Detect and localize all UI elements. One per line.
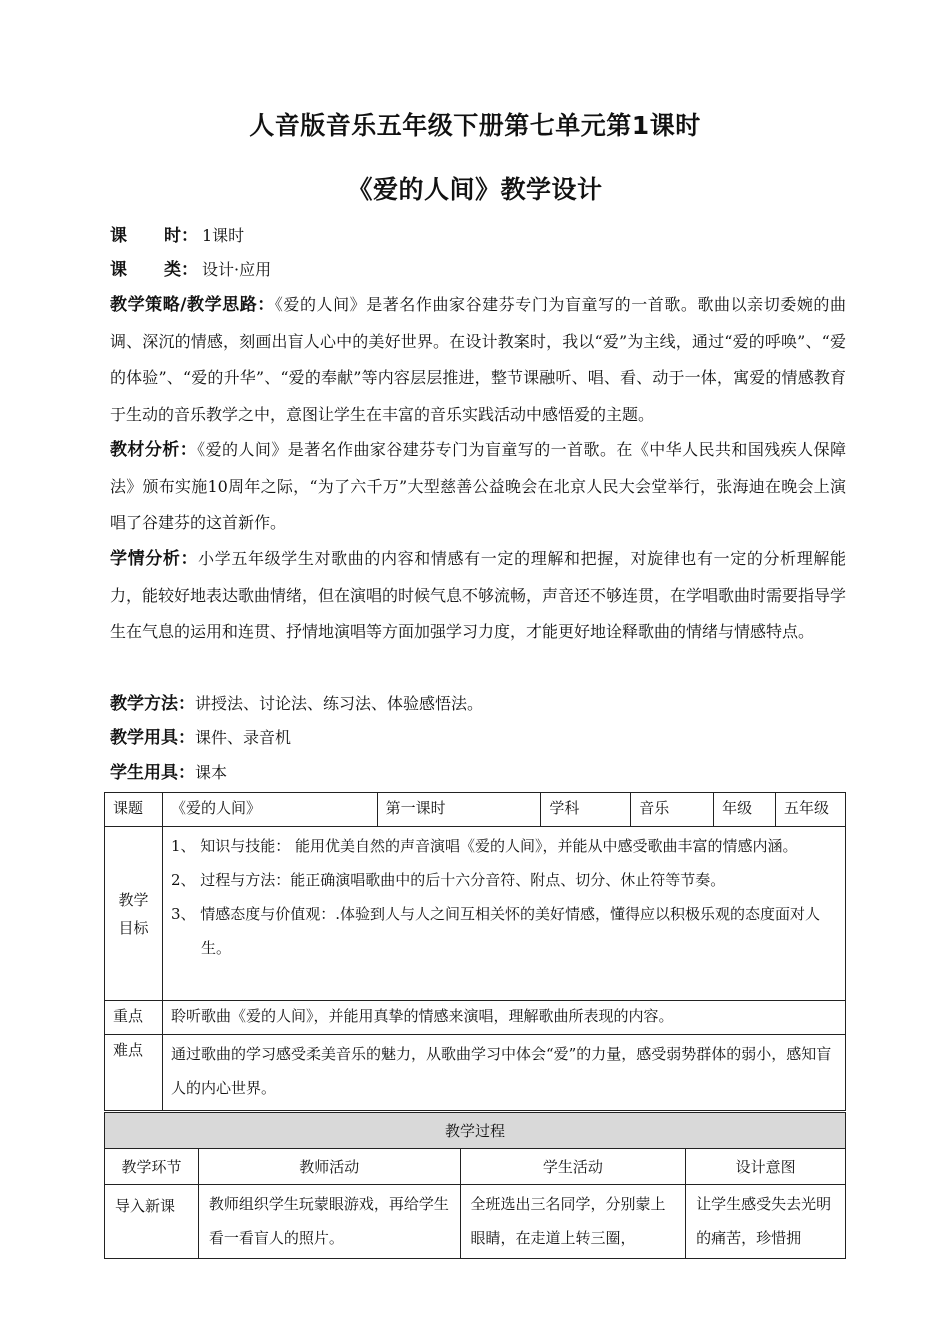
method-text: 讲授法、讨论法、练习法、体验感悟法。 [195,694,484,713]
type-value: 设计·应用 [202,260,272,279]
field-strategy [110,287,846,433]
column-header: 设计意图 [686,1149,846,1185]
column-header: 教师活动 [198,1149,460,1185]
goals-label-cell: 教学目标 [105,827,163,1001]
strategy-text: 《爱的人间》是著名作曲家谷建芬专门为盲童写的一首歌。歌曲以亲切委婉的曲调、深沉的情感，刻画出盲人心中的美好世界。在设计教案时，我以“爱”为主线，通过“爱的呼唤”、“爱的体验”、“爱的升华”、“爱的奉献”等内容层层推进，整节课融听、唱、看、动于一体，寓爱的情感教育于生动的音乐教学之中，意图让学生在丰富的音乐实践活动中感悟爱的主题。 [110,295,846,424]
stage-cell: 导入新课 [105,1185,199,1259]
field-period [110,218,846,255]
field-tools [110,720,846,757]
period-value: 1课时 [202,226,245,245]
field-material [110,432,846,542]
grade-label-cell: 年级 [714,793,776,827]
lesson-info-table [104,792,846,1111]
table-row [105,1185,846,1259]
document-subtitle: 《爱的人间》教学设计 [347,175,603,204]
table-row [105,1001,846,1035]
period-label: 课 时： [110,226,198,246]
key-label-cell: 重点 [105,1001,163,1035]
key-text-cell: 聆听歌曲《爱的人间》，并能用真挚的情感来演唱，理解歌曲所表现的内容。 [162,1001,845,1035]
grade-value-cell: 五年级 [776,793,846,827]
student-tools-label: 学生用具： [110,763,195,783]
teacher-activity-cell: 教师组织学生玩蒙眼游戏，再给学生看一看盲人的照片。 [198,1185,460,1259]
field-method [110,686,846,723]
column-header: 教学环节 [105,1149,199,1185]
subject-value-cell: 音乐 [631,793,714,827]
difficulty-text-cell: 通过歌曲的学习感受柔美音乐的魅力，从歌曲学习中体会“爱”的力量，感受弱势群体的弱小，感知盲人的内心世界。 [162,1035,845,1111]
method-label: 教学方法： [110,694,195,714]
topic-value-cell: 《爱的人间》 [162,793,377,827]
student-activity-cell: 全班选出三名同学，分别蒙上眼睛，在走道上转三圈， [460,1185,686,1259]
material-text: 《爱的人间》是著名作曲家谷建芬专门为盲童写的一首歌。在《中华人民共和国残疾人保障法》颁布实施10周年之际，“为了六千万”大型慈善公益晚会在北京人民大会堂举行，张海迪在晚会上演唱了谷建芬的这首新作。 [110,440,847,532]
table-row [105,793,846,827]
table-row [105,1035,846,1111]
field-learner [110,541,846,651]
tools-label: 教学用具： [110,728,195,748]
goal-item: 3、 情感态度与价值观：.体验到人与人之间互相关怀的美好情感，懂得应以积极乐观的态度面对人生。 [170,905,821,957]
tools-text: 课件、录音机 [195,728,292,747]
goals-cell [162,827,845,1001]
strategy-label: 教学策略/教学思路： [110,295,275,315]
period-value-cell: 第一课时 [377,793,541,827]
table-row [105,1113,846,1149]
subject-label-cell: 学科 [541,793,631,827]
design-intent-cell: 让学生感受失去光明的痛苦，珍惜拥 [686,1185,846,1259]
goal-item: 2、 过程与方法：能正确演唱歌曲中的后十六分音符、附点、切分、休止符等节奏。 [170,871,726,889]
learner-label: 学情分析： [110,549,199,569]
table-row [105,1149,846,1185]
teaching-process-table [104,1112,846,1259]
type-label: 课 类： [110,260,198,280]
difficulty-label-cell: 难点 [105,1035,163,1111]
topic-label-cell: 课题 [105,793,163,827]
learner-text: 小学五年级学生对歌曲的内容和情感有一定的理解和把握，对旋律也有一定的分析理解能力，能较好地表达歌曲情绪，但在演唱的时候气息不够流畅，声音还不够连贯，在学唱歌曲时需要指导学生在气息的运用和连贯、抒情地演唱等方面加强学习力度，才能更好地诠释歌曲的情绪与情感特点。 [110,549,847,641]
field-student-tools [110,755,846,792]
goal-item: 1、 知识与技能： 能用优美自然的声音演唱《爱的人间》，并能从中感受歌曲丰富的情感内涵。 [170,837,798,855]
field-type [110,252,846,289]
document-title: 人音版音乐五年级下册第七单元第1课时 [249,111,701,140]
material-label: 教材分析： [110,440,198,460]
student-tools-text: 课本 [195,763,228,782]
table-row [105,827,846,1001]
process-header-cell: 教学过程 [105,1113,846,1149]
column-header: 学生活动 [460,1149,686,1185]
